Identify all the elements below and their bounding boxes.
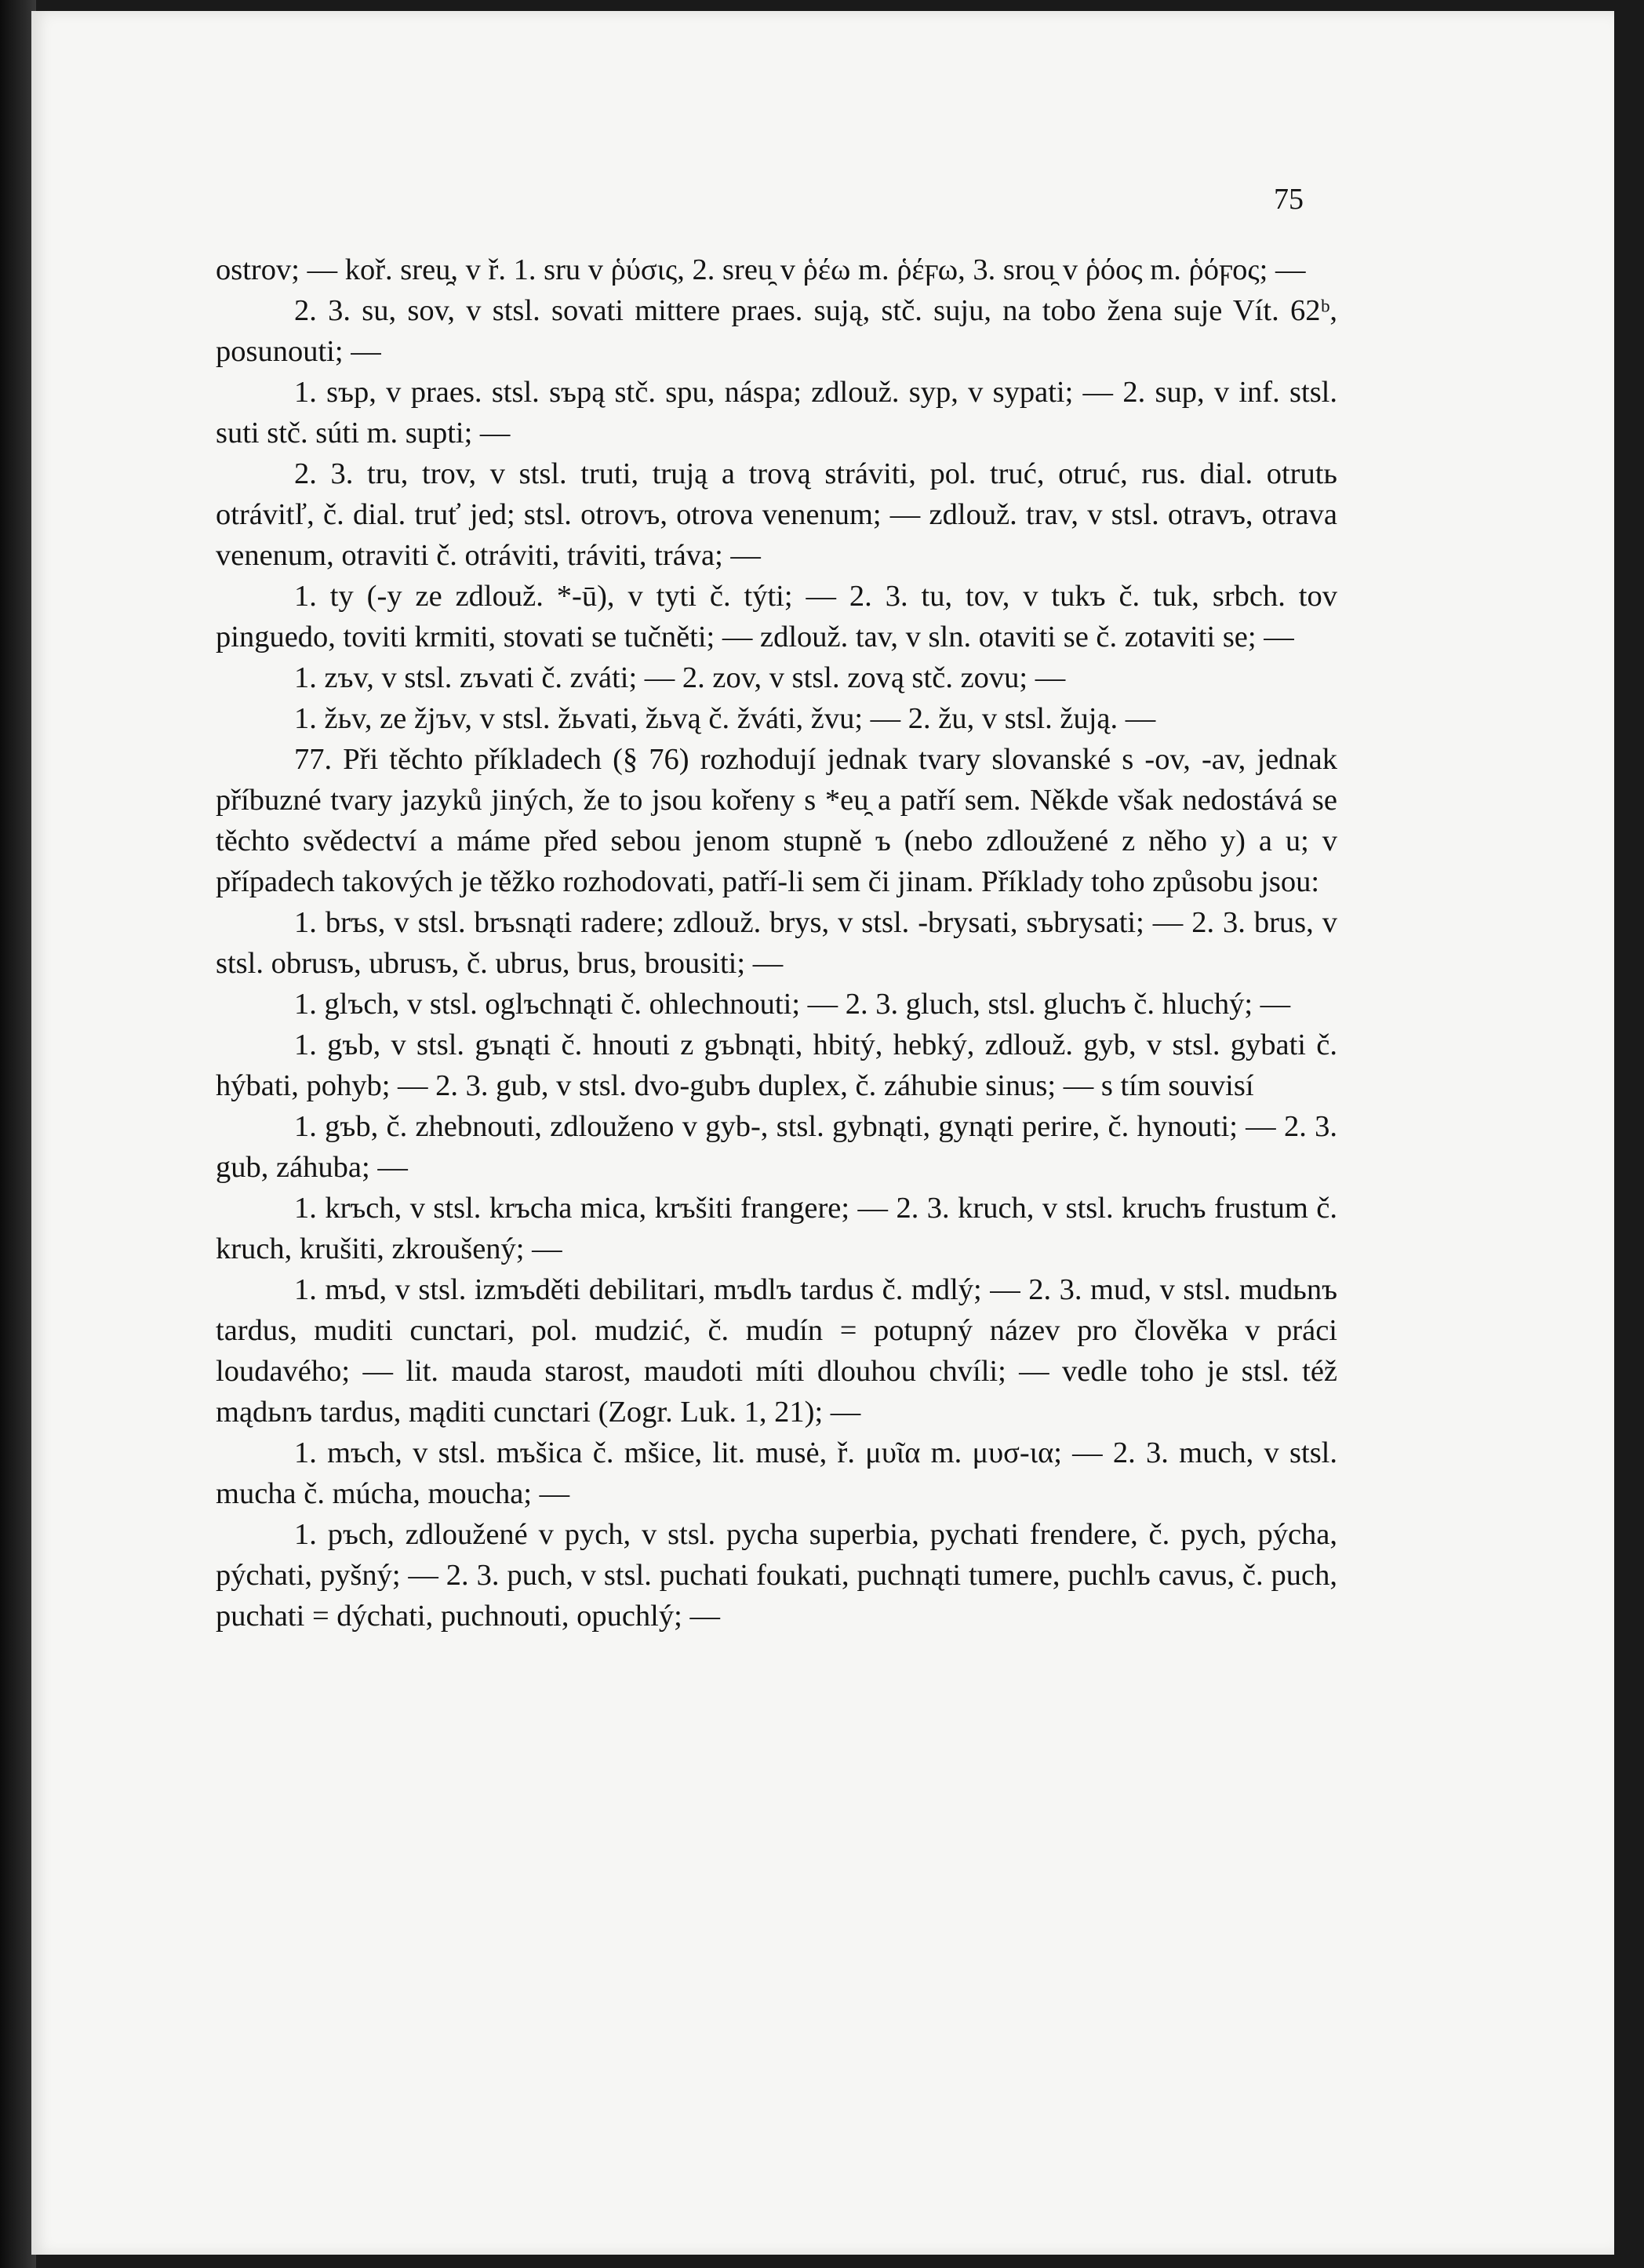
paragraph-kruch: 1. krъch, v stsl. krъcha mica, krъšiti frangere; — 2. 3. kruch, v stsl. kruchъ frustum č. kruch, krušiti, zkroušený; —: [216, 1192, 1337, 1265]
paragraph-brus: 1. brъs, v stsl. brъsnąti radere; zdlouž. brys, v stsl. -brysati, sъbrysati; — 2. 3. brus, v stsl. obrusъ, ubrusъ, č. ubrus, brus, brousiti; —: [216, 906, 1337, 980]
paragraph-tru-trov: 2. 3. tru, trov, v stsl. truti, trują a trovą stráviti, pol. truć, otruć, rus. dial. otrutь otrávitľ, č. dial. truť jed; stsl. otrovъ, otrova venenum; — zdlouž. trav, v stsl. otravъ, otrava venenum, otraviti č. otráviti, tráviti, tráva; —: [216, 457, 1337, 572]
paragraph-mud: 1. mъd, v stsl. izmъděti debilitari, mъdlъ tardus č. mdlý; — 2. 3. mud, v stsl. mudьnъ tardus, muditi cunctari, pol. mudzić, č. mudín = potupný název pro člověka v práci loudavého; — lit. mauda starost, maudoti míti dlouhou chvíli; — vedle toho je stsl. též mądьnъ tardus, mąditi cunctari (Zogr. Luk. 1, 21); —: [216, 1273, 1337, 1429]
paragraph-gluch: 1. glъch, v stsl. oglъchnąti č. ohlechnouti; — 2. 3. gluch, stsl. gluchъ č. hluchý; —: [294, 988, 1291, 1021]
paragraph-zhu: 1. žьv, ze žjъv, v stsl. žьvati, žьvą č. žváti, žvu; — 2. žu, v stsl. žują. —: [294, 702, 1156, 735]
paragraph-ty-tu: 1. ty (-y ze zdlouž. *-ū), v tyti č. týti; — 2. 3. tu, tov, v tukъ č. tuk, srbch. tov pinguedo, toviti krmiti, stovati se tučněti; — zdlouž. tav, v sln. otaviti se č. zotaviti se; —: [216, 580, 1337, 653]
section-77-paragraph: 77. Při těchto příkladech (§ 76) rozhodují jednak tvary slovanské s -ov, -av, jednak příbuzné tvary jazyků jiných, že to jsou kořeny s *eu̯ a patří sem. Někde však nedostává se těchto svědectví a máme před sebou jenom stupně ъ (nebo zdloužené z něho y) a u; v případech takových je těžko rozhodovati, patří-li sem či jinam. Příklady toho způsobu jsou:: [216, 743, 1337, 898]
paragraph-much: 1. mъch, v stsl. mъšica č. mšice, lit. musė, ř. μυῖα m. μυσ-ια; — 2. 3. much, v stsl. mucha č. múcha, moucha; —: [216, 1436, 1337, 1510]
paragraph-zov: 1. zъv, v stsl. zъvati č. zváti; — 2. zov, v stsl. zovą stč. zovu; —: [294, 661, 1066, 694]
page-number: 75: [1274, 183, 1304, 216]
paragraph-sup: 1. sъp, v praes. stsl. sъpą stč. spu, náspa; zdlouž. syp, v sypati; — 2. sup, v inf. stsl. suti stč. súti m. supti; —: [216, 376, 1337, 450]
paragraph-gub: 1. gъb, v stsl. gъnąti č. hnouti z gъbnąti, hbitý, hebký, zdlouž. gyb, v stsl. gybati č. hýbati, pohyb; — 2. 3. gub, v stsl. dvo-gubъ duplex, č. záhubie sinus; — s tím souvisí: [216, 1028, 1337, 1102]
paragraph-gub-hynouti: 1. gъb, č. zhebnouti, zdlouženo v gyb-, stsl. gybnąti, gynąti perire, č. hynouti; — 2. 3. gub, záhuba; —: [216, 1110, 1337, 1184]
paragraph-su-sov: 2. 3. su, sov, v stsl. sovati mittere praes. sują, stč. suju, na tobo žena suje Vít. 62ᵇ, posunouti; —: [216, 294, 1337, 368]
paragraph-ostrov: ostrov; — koř. sreu̯, v ř. 1. sru v ῥύσις, 2. sreu̯ v ῥέω m. ῥέϝω, 3. srou̯ v ῥόος m. ῥόϝος; —: [216, 253, 1306, 286]
paragraph-puch: 1. pъch, zdloužené v pych, v stsl. pycha superbia, pychati frendere, č. pych, pýcha, pýchati, pyšný; — 2. 3. puch, v stsl. puchati foukati, puchnąti tumere, puchlъ cavus, č. puch, puchati = dýchati, puchnouti, opuchlý; —: [216, 1518, 1337, 1633]
page-text: [216, 249, 1337, 1636]
